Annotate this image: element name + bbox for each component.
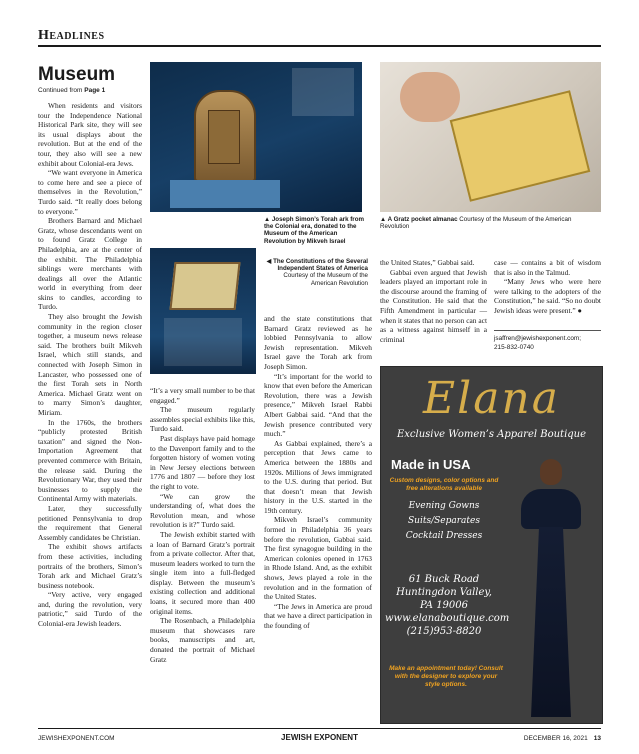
- paragraph: “We want everyone in America to come here and see a piece of themselves in the Revolution,” Turdo said. “It really does belong to everyone.”: [38, 168, 142, 216]
- torah-caption: ▲ Joseph Simon’s Torah ark from the Colonial era, donated to the Museum of the American Revolution by Mikveh Israel: [264, 216, 364, 245]
- ark-door: [208, 110, 240, 164]
- elana-advertisement[interactable]: [380, 366, 603, 724]
- author-contact: [494, 334, 601, 352]
- ad-model-image: [513, 455, 593, 723]
- ad-brand-logo: Elana: [423, 373, 560, 424]
- model-dress: [531, 527, 571, 717]
- section-header: Headlines: [38, 28, 105, 43]
- footer-site[interactable]: JEWISHEXPONENT.COM: [38, 735, 115, 742]
- model-top: [521, 489, 581, 529]
- ad-made-in-usa: Made in USA: [391, 457, 471, 472]
- display-base: [170, 180, 280, 208]
- paragraph: In the 1760s, the brothers “publicly protested British taxation” and signed the Non-Importation Agreement that prevented commerce with Britain, the release said. During the Revolutionary War, they used their businesses to supply the Continental Army with materials.: [38, 417, 142, 504]
- almanac-caption: [380, 216, 601, 230]
- ad-item: Suits/Separates: [408, 516, 480, 526]
- hand-image: [400, 72, 460, 122]
- paragraph: “The Jews in America are proud that we have a direct participation in the founding of: [264, 601, 372, 630]
- paragraph: “We can grow the understanding of, what does the Revolution mean, and whose revolution is it?” Turdo said.: [150, 491, 255, 530]
- paragraph: The Jewish exhibit started with a loan of Barnard Gratz’s portrait from a private collector. After that, museum leaders worked to turn the single item into a full-fledged display. Between the museum’s existing collection and additional loans, it secured more than 400 original items.: [150, 529, 255, 616]
- constitutions-photo: [150, 248, 256, 374]
- constitutions-credit: Courtesy of the Museum of the American Revolution: [283, 272, 368, 287]
- almanac-credit: Courtesy of the Museum of the American Revolution: [380, 216, 572, 231]
- constitutions-caption: [264, 258, 368, 287]
- paragraph: As Gabbai explained, there’s a perception that Jews came to America between the 1880s and 1920s. Millions of Jews immigrated to the U.S. during that period. But that doesn’t mean that Jewish history in the U.S. started in the 19th century.: [264, 438, 372, 515]
- ad-address: [385, 573, 510, 638]
- torah-ark-image: [194, 90, 256, 182]
- author-phone: 215-832-0740: [494, 344, 534, 351]
- ad-item: Evening Gowns: [408, 501, 480, 511]
- paragraph: Mikveh Israel’s community formed in Philadelphia 36 years before the revolution, Gabbai said. The first synagogue building in the American colonies opened in 1763 in Rhode Island. And, as the exhibit shows, Jews played a role in the revolution and in the formation of the United States.: [264, 515, 372, 602]
- paragraph: When residents and visitors tour the Independence National Historical Park site, they will see its usual displays about the revolution. But at the end of the tour, they also will see a new exhibit about Colonial-era Jews.: [38, 101, 142, 168]
- paragraph: Brothers Barnard and Michael Gratz, whose descendants went on to found Gratz College in Philadelphia, are at the center of the exhibit. The Philadelphia siblings were merchants with dealings all over the Atlantic world in everything from deer skins to candles, according to Turdo.: [38, 216, 142, 312]
- exhibit-placard: [164, 318, 242, 366]
- almanac-image: [450, 90, 591, 202]
- model-head: [540, 459, 562, 485]
- almanac-caption-title: ▲ A Gratz pocket almanac: [380, 216, 458, 223]
- paragraph: and the state constitutions that Barnard Gratz reviewed as he lobbied Pennsylvania to allow Jewish representation. Mikveh Israel gave the Torah ark from Joseph Simon.: [264, 314, 372, 371]
- ad-appointment-note: Make an appointment today! Consult with the designer to explore your style options.: [389, 665, 503, 688]
- ad-website-link[interactable]: www.elanaboutique.com: [385, 613, 510, 624]
- paragraph: The museum regularly assembles special exhibits like this, Turdo said.: [150, 405, 255, 434]
- ad-product-list: [389, 499, 499, 544]
- paragraph: “It’s a very small number to be that engaged.”: [150, 386, 255, 405]
- paragraph: “Many Jews who were here were talking to the adopters of the Constitution,” he said. “So no doubt Jewish ideas were present.” ●: [494, 277, 601, 315]
- article-column-2: [150, 386, 255, 664]
- article-column-1: [38, 101, 142, 629]
- ad-state-zip: PA 19006: [419, 600, 469, 611]
- footer-date-page: [524, 735, 601, 742]
- paragraph: case — contains a bit of wisdom that is also in the Talmud.: [494, 258, 601, 277]
- torah-ark-photo: [150, 62, 362, 212]
- footer-date: DECEMBER 16, 2021: [523, 735, 588, 742]
- author-rule: [494, 330, 601, 331]
- paragraph: The exhibit shows artifacts from these activities, including portraits of the brothers, Simon’s Torah ark and Michael Gratz’s business notebook.: [38, 542, 142, 590]
- article-column-5: [494, 258, 601, 316]
- article-column-4: [380, 258, 487, 344]
- ad-city: Huntingdon Valley,: [396, 587, 492, 598]
- continued-from: [38, 87, 105, 94]
- ad-item: Cocktail Dresses: [405, 531, 483, 541]
- paragraph: Gabbai even argued that Jewish leaders played an important role in the discourse around the framing of the Constitution. He said that the Fifth Amendment in particular — when it states that no person can act as a witness against himself in a criminal: [380, 267, 487, 344]
- paragraph: the United States,” Gabbai said.: [380, 258, 475, 267]
- page-number: 13: [593, 735, 601, 742]
- article-column-3: [264, 314, 372, 631]
- ad-tagline: Exclusive Women’s Apparel Boutique: [396, 429, 587, 440]
- constitutions-caption-title: ◀ The Constitutions of the Several Independent States of America: [266, 258, 368, 273]
- author-email[interactable]: jsaffren@jewishexponent.com;: [494, 335, 582, 342]
- paragraph: The Rosenbach, a Philadelphia museum that showcases rare books, manuscripts and art, donated the portrait of Michael Gratz: [150, 616, 255, 664]
- continued-prefix: Continued from: [38, 87, 85, 94]
- footer-publication: JEWISH EXPONENT: [281, 733, 358, 742]
- ad-street: 61 Buck Road: [408, 574, 480, 585]
- article-headline: Museum: [38, 64, 116, 85]
- paragraph: “It’s important for the world to know that even before the American Revolution, there was a Jewish presence,” Mikveh Israel Rabbi Albert Gabbai said. “And that the Jewish presence contributed very much.”: [264, 371, 372, 439]
- continued-page-link[interactable]: Page 1: [84, 87, 106, 94]
- paragraph: They also brought the Jewish community in the region closer together, a museum news release said. The brothers built Mikveh Israel, which still stands, and connected with Joseph Simon in Lancaster, who possessed one of the first Torah sets in North America. Michael Gratz went on to marry Simon’s daughter, Miriam.: [38, 312, 142, 417]
- header-rule: [38, 45, 601, 47]
- paragraph: “Very active, very engaged and, during the revolution, very patriotic,” said Turdo of the Colonial-era Jewish leaders.: [38, 590, 142, 629]
- almanac-photo: [380, 62, 601, 212]
- paragraph: Later, they successfully petitioned Pennsylvania to drop the requirement that General Assembly candidates be Christian.: [38, 503, 142, 542]
- paragraph: Past displays have paid homage to the Davenport family and to the forgotten history of women voting in New Jersey elections between 1776 and 1807 — before they lost the right to vote.: [150, 433, 255, 491]
- open-book-image: [169, 262, 240, 310]
- ad-custom-note: Custom designs, color options and free alterations available: [389, 477, 499, 492]
- ad-phone: (215)953-8820: [406, 626, 482, 637]
- footer-rule: [38, 728, 601, 729]
- exhibit-placard: [292, 68, 354, 116]
